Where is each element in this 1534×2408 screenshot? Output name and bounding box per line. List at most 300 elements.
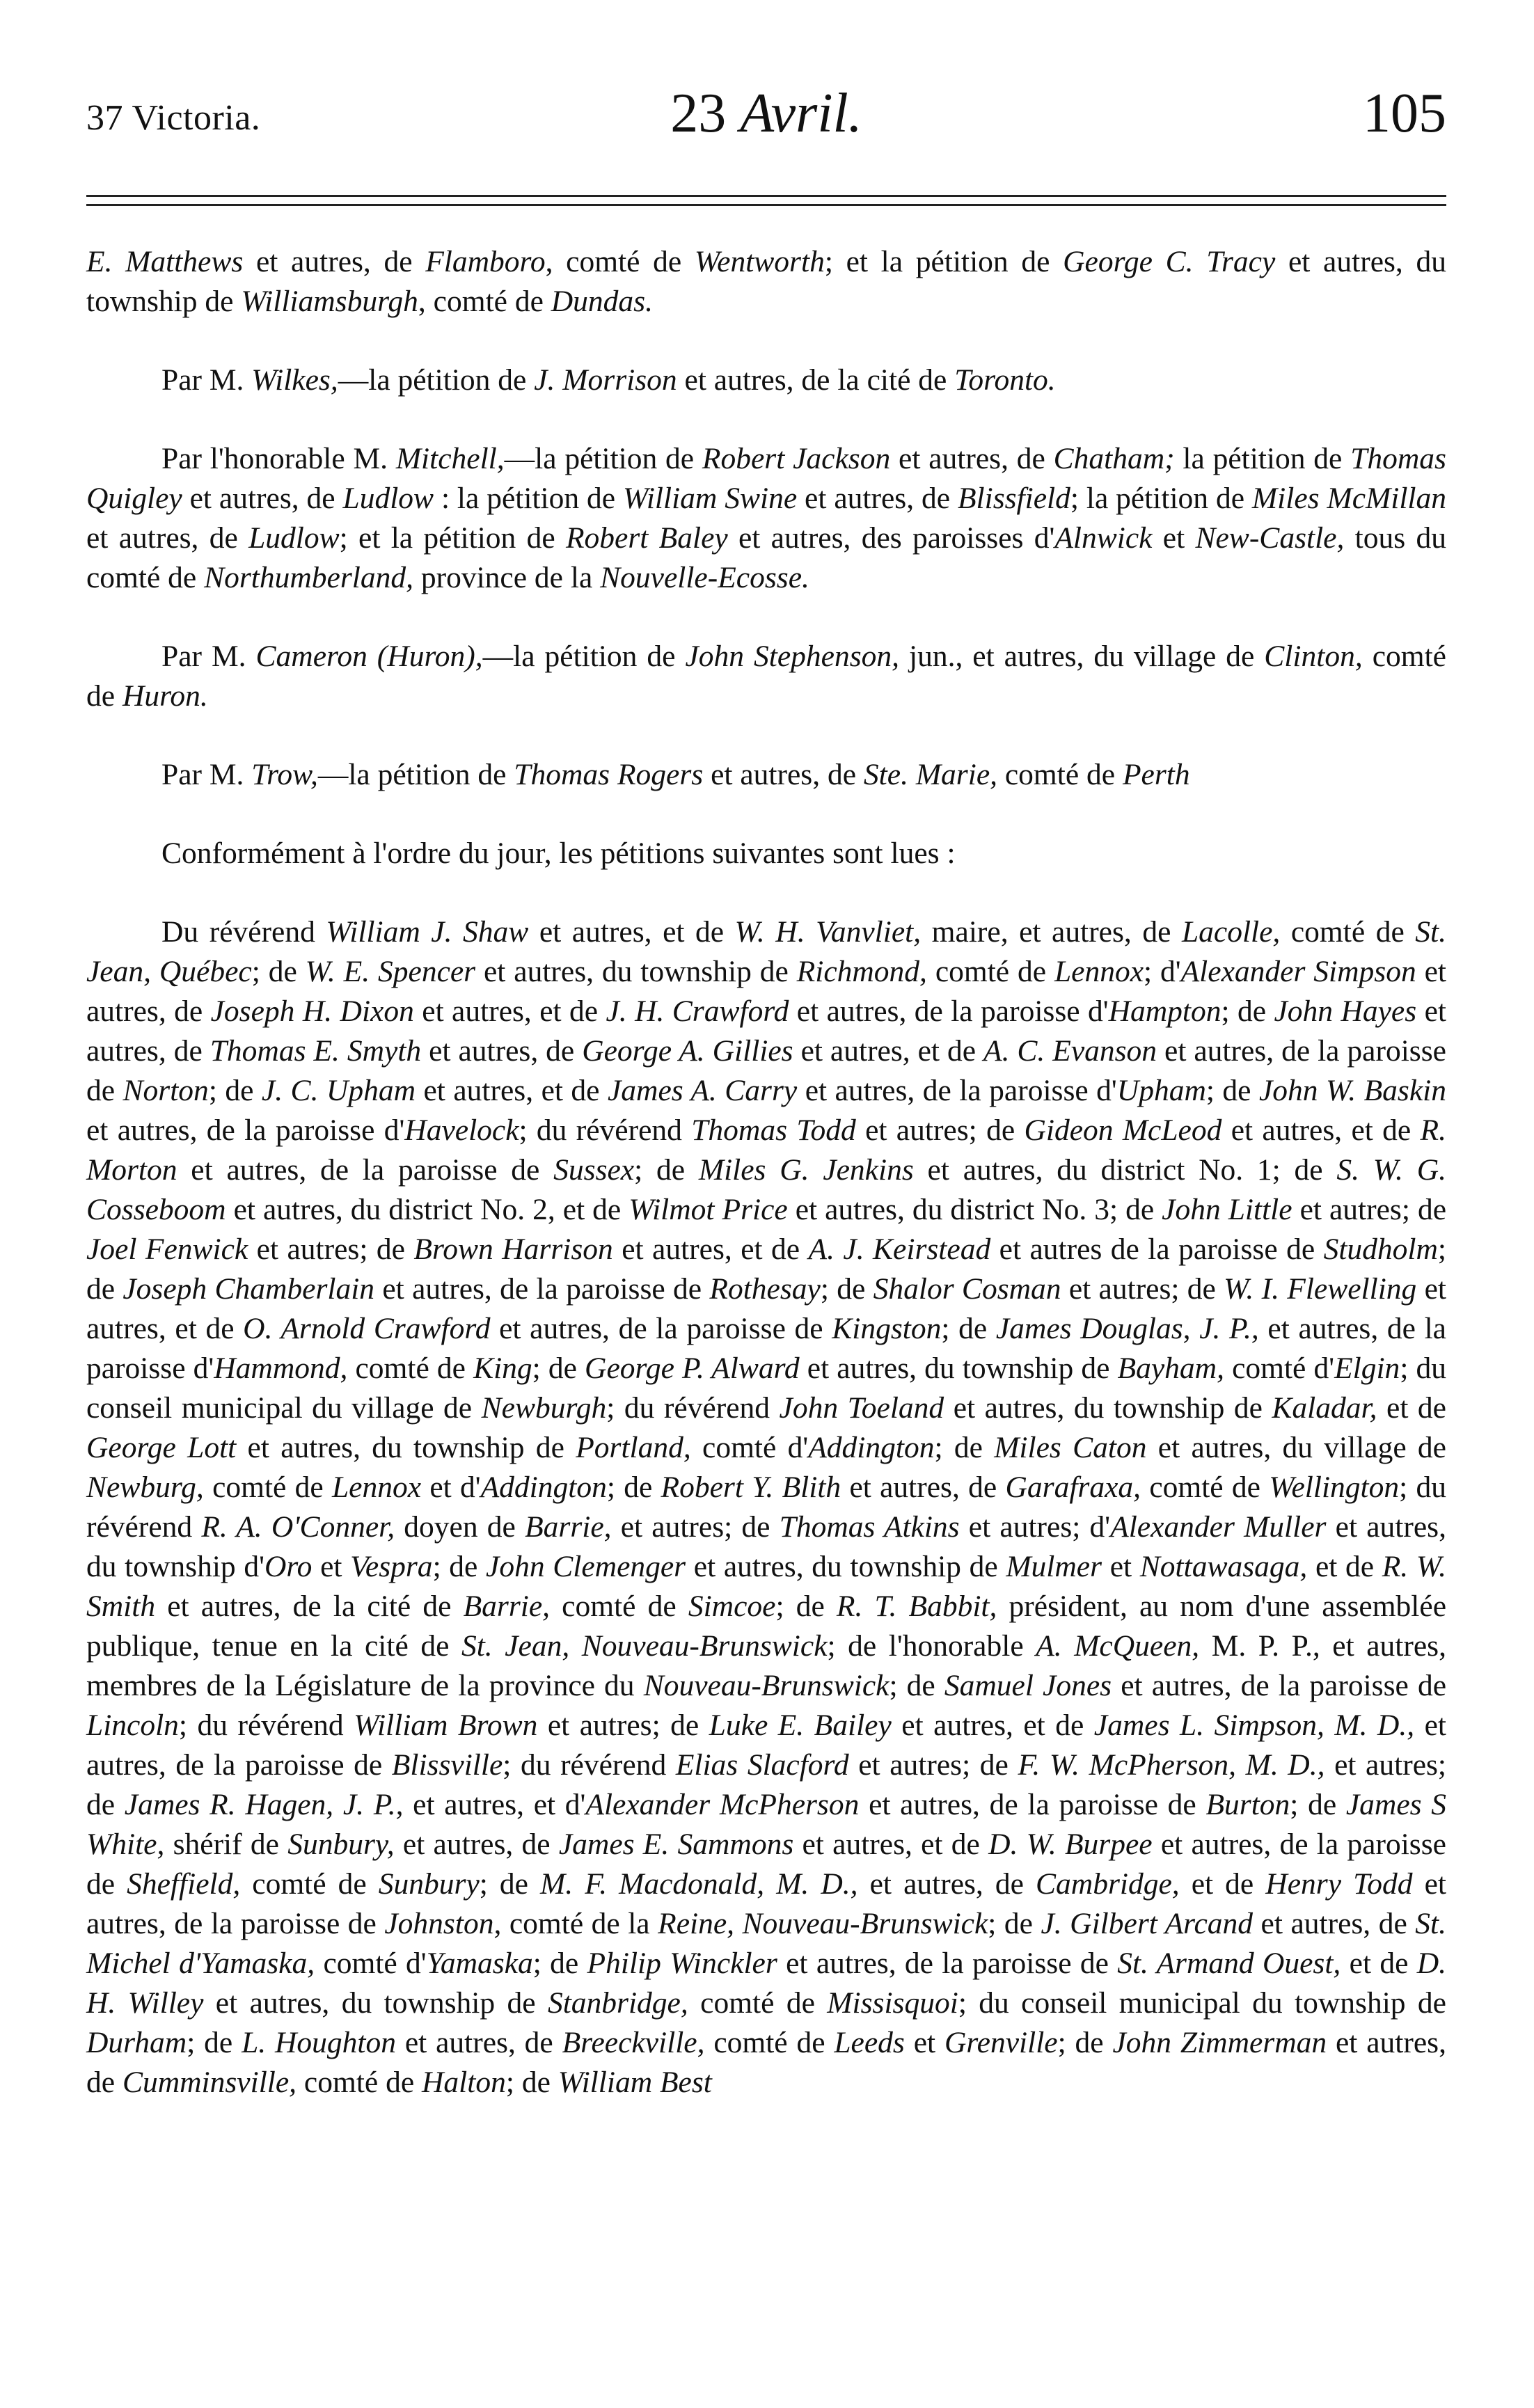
italic-name: Richmond, xyxy=(796,955,927,988)
italic-name: King xyxy=(473,1352,532,1385)
italic-name: Dundas. xyxy=(551,285,653,318)
italic-name: Chatham; xyxy=(1053,442,1175,475)
italic-name: Havelock xyxy=(404,1114,519,1147)
text-run: et autres, de xyxy=(703,758,864,791)
text-run: et d' xyxy=(421,1471,481,1504)
text-run: comté de xyxy=(240,1867,379,1901)
text-run: ; et la pétition de xyxy=(339,521,566,555)
italic-name: Miles McMillan xyxy=(1251,482,1447,515)
italic-name: John Hayes xyxy=(1274,995,1417,1028)
italic-name: J. Gilbert Arcand xyxy=(1041,1907,1254,1940)
text-run: comté de xyxy=(347,1352,474,1385)
italic-name: Thomas E. Smyth xyxy=(209,1034,422,1068)
italic-name: Thomas Atkins xyxy=(779,1510,960,1544)
italic-name: Sunbury, xyxy=(287,1828,395,1861)
italic-name: Cameron (Huron), xyxy=(255,640,483,673)
text-run: et autres, de la paroisse de xyxy=(1112,1669,1446,1702)
italic-name: A. C. Evanson xyxy=(983,1034,1157,1068)
text-run: ; de xyxy=(86,1233,1447,1306)
text-run: comté de xyxy=(550,1590,688,1623)
italic-name: John Stephenson, xyxy=(685,640,899,673)
italic-name: James L. Simpson, M. D., xyxy=(1093,1709,1415,1742)
italic-name: Addington xyxy=(480,1471,607,1504)
text-run: et autres, de la cité de xyxy=(155,1590,464,1623)
text-run: et autres, du district No. 3; de xyxy=(787,1193,1162,1226)
italic-name: Addington xyxy=(808,1431,935,1464)
text-run: ; du révérend xyxy=(86,1471,1446,1544)
text-run: et autres, de la paroisse de xyxy=(86,1867,1446,1940)
italic-name: Alexander Simpson xyxy=(1180,955,1416,988)
text-run: et autres, du township d' xyxy=(86,1510,1446,1583)
italic-name: St. Jean, Nouveau-Brunswick xyxy=(461,1629,828,1663)
italic-name: J. Morrison xyxy=(534,363,677,397)
text-run: et autres, de xyxy=(86,2026,1446,2099)
text-run: et xyxy=(904,2026,944,2059)
italic-name: George A. Gillies xyxy=(582,1034,793,1068)
italic-name: Thomas Rogers xyxy=(514,758,704,791)
text-run: et autres, de la paroisse de xyxy=(374,1272,710,1306)
text-run: ; du révérend xyxy=(503,1748,676,1782)
text-run: Par M. xyxy=(161,758,252,791)
text-run: ; du conseil municipal du township de xyxy=(958,1986,1446,2020)
text-run: et autres, de xyxy=(86,995,1446,1068)
italic-name: Sussex xyxy=(553,1153,635,1187)
text-run: et autres, et de xyxy=(528,915,735,949)
italic-name: Johnston, xyxy=(384,1907,502,1940)
italic-name: Blissfield xyxy=(957,482,1070,515)
text-run: tous du comté de xyxy=(86,521,1446,594)
text-run: ; du révérend xyxy=(606,1391,780,1425)
italic-name: Perth xyxy=(1122,758,1190,791)
italic-name: Simcoe xyxy=(688,1590,776,1623)
italic-name: S. W. G. Cosseboom xyxy=(86,1153,1446,1226)
text-run: et de xyxy=(1179,1867,1266,1901)
italic-name: George Lott xyxy=(86,1431,237,1464)
text-run: comté d' xyxy=(315,1947,427,1980)
italic-name: John W. Baskin xyxy=(1258,1074,1446,1107)
italic-name: A. J. Keirstead xyxy=(808,1233,991,1266)
text-run: ; de xyxy=(532,1352,585,1385)
italic-name: Joseph Chamberlain xyxy=(122,1272,375,1306)
italic-name: Thomas Quigley xyxy=(86,442,1446,515)
text-run: et autres, de la cité de xyxy=(677,363,955,397)
text-run: —la pétition de xyxy=(482,640,686,673)
text-run: et xyxy=(1152,521,1196,555)
italic-name: R. T. Babbit, xyxy=(836,1590,997,1623)
text-run: et autres, du township de xyxy=(686,1550,1006,1583)
italic-name: Yamaska xyxy=(426,1947,533,1980)
text-run: M. P. P., et autres, membres de la Législature de la province du xyxy=(86,1629,1446,1702)
text-run: et autres, de xyxy=(243,245,426,278)
text-run: et autres, du township de xyxy=(203,1986,548,2020)
text-run: et xyxy=(1102,1550,1140,1583)
italic-name: D. H. Willey xyxy=(86,1947,1447,2020)
italic-name: Toronto. xyxy=(954,363,1056,397)
text-run: et autres, du township de xyxy=(799,1352,1118,1385)
italic-name: James R. Hagen, J. P., xyxy=(124,1788,404,1821)
text-run: et autres, de xyxy=(1253,1907,1416,1940)
text-run: et autres; de xyxy=(848,1748,1018,1782)
italic-name: Miles G. Jenkins xyxy=(698,1153,914,1187)
italic-name: Huron. xyxy=(122,679,208,713)
italic-name: New-Castle, xyxy=(1195,521,1345,555)
italic-name: Shalor Cosman xyxy=(873,1272,1061,1306)
italic-name: R. W. Smith xyxy=(86,1550,1446,1623)
italic-name: J. H. Crawford xyxy=(606,995,789,1028)
petition-trow xyxy=(86,755,1446,795)
italic-name: Leeds xyxy=(834,2026,905,2059)
italic-name: Sheffield, xyxy=(127,1867,241,1901)
italic-name: Philip Winckler xyxy=(587,1947,777,1980)
italic-name: A. McQueen, xyxy=(1036,1629,1200,1663)
italic-name: Blissville xyxy=(391,1748,503,1782)
text-run: et xyxy=(312,1550,351,1583)
italic-name: Robert Baley xyxy=(565,521,728,555)
italic-name: Brown Harrison xyxy=(413,1233,613,1266)
text-run: ; de xyxy=(1221,995,1274,1028)
italic-name: Breeckville, xyxy=(562,2026,705,2059)
text-run: comté de xyxy=(688,1986,828,2020)
italic-name: Studholm xyxy=(1323,1233,1438,1266)
text-run: —la pétition de xyxy=(504,442,702,475)
text-run: ; de xyxy=(1290,1788,1346,1821)
text-run: et autres, du village de xyxy=(1146,1431,1446,1464)
text-run: et autres; de xyxy=(86,1748,1447,1821)
text-run: et autres; de xyxy=(537,1709,709,1742)
italic-name: Barrie, xyxy=(525,1510,612,1544)
text-run: et autres, de xyxy=(890,442,1054,475)
italic-name: George C. Tracy xyxy=(1063,245,1276,278)
text-run: et autres, de la paroisse de xyxy=(177,1153,554,1187)
text-run: et autres; d' xyxy=(959,1510,1111,1544)
text-run: et autres de la paroisse de xyxy=(990,1233,1324,1266)
text-run: et autres, et de xyxy=(413,995,606,1028)
text-run: et autres, et de xyxy=(86,1272,1447,1345)
text-run: doyen de xyxy=(395,1510,525,1544)
italic-name: Robert Jackson xyxy=(702,442,891,475)
text-run: et autres, de xyxy=(857,1867,1036,1901)
text-run: et autres; de xyxy=(1292,1193,1447,1226)
italic-name: Portland, xyxy=(576,1431,691,1464)
italic-name: Henry Todd xyxy=(1265,1867,1413,1901)
italic-name: Wentworth xyxy=(694,245,825,278)
italic-name: Miles Caton xyxy=(994,1431,1147,1464)
italic-name: Northumberland, xyxy=(204,561,413,594)
italic-name: Ludlow xyxy=(342,482,434,515)
italic-name: Nouvelle-Ecosse. xyxy=(600,561,809,594)
italic-name: Gideon McLeod xyxy=(1024,1114,1222,1147)
page-number: 105 xyxy=(1363,83,1446,144)
italic-name: Lennox xyxy=(1054,955,1144,988)
text-run: : la pétition de xyxy=(434,482,623,515)
text-run: et autres, de la paroisse d' xyxy=(797,1074,1117,1107)
text-run: shérif de xyxy=(164,1828,288,1861)
italic-name: Reine, Nouveau-Brunswick xyxy=(658,1907,988,1940)
text-run: et autres, de xyxy=(396,2026,562,2059)
date-day: 23 xyxy=(670,83,727,144)
text-run: jun., et autres, du village de xyxy=(899,640,1265,673)
italic-name: Missisquoi xyxy=(827,1986,958,2020)
petition-wilkes xyxy=(86,361,1446,400)
text-run: et autres, de la paroisse de xyxy=(859,1788,1206,1821)
text-run: et autres, de la paroisse de xyxy=(86,1034,1446,1107)
italic-name: St. Jean, Québec xyxy=(86,915,1447,988)
text-run: ; de xyxy=(606,1471,661,1504)
page-date xyxy=(86,82,1446,145)
italic-name: Hammond, xyxy=(214,1352,348,1385)
italic-name: Clinton, xyxy=(1264,640,1363,673)
italic-name: Elias Slacford xyxy=(675,1748,849,1782)
italic-name: R. A. O'Conner, xyxy=(201,1510,395,1544)
italic-name: Bayham, xyxy=(1117,1352,1224,1385)
italic-name: Flamboro xyxy=(425,245,546,278)
italic-name: Alexander Muller xyxy=(1110,1510,1327,1544)
text-run: ; de xyxy=(1205,1074,1259,1107)
text-run: et autres, de xyxy=(797,482,958,515)
text-run: ; de xyxy=(432,1550,487,1583)
text-run: et de xyxy=(1341,1947,1417,1980)
text-run: ; de xyxy=(775,1590,837,1623)
italic-name: O. Arnold Crawford xyxy=(243,1312,491,1345)
text-run: ; de xyxy=(934,1431,995,1464)
text-run: ; de xyxy=(820,1272,873,1306)
italic-name: W. E. Spencer xyxy=(305,955,476,988)
text-run: comté de xyxy=(704,2026,835,2059)
italic-name: Newburgh xyxy=(481,1391,607,1425)
italic-name: James E. Sammons xyxy=(558,1828,794,1861)
text-run: Par l'honorable M. xyxy=(161,442,396,475)
italic-name: Lacolle, xyxy=(1181,915,1281,949)
text-run: Par M. xyxy=(161,640,256,673)
italic-name: Halton xyxy=(422,2066,506,2099)
italic-name: Alnwick xyxy=(1054,521,1153,555)
italic-name: John Zimmerman xyxy=(1112,2026,1327,2059)
text-run: et autres, du township de xyxy=(944,1391,1272,1425)
italic-name: James S White, xyxy=(86,1788,1446,1861)
text-run: comté de la xyxy=(501,1907,658,1940)
text-run: et autres; de xyxy=(855,1114,1025,1147)
italic-name: Cumminsville, xyxy=(122,2066,297,2099)
italic-name: Vespra xyxy=(350,1550,433,1583)
italic-name: John Little xyxy=(1162,1193,1292,1226)
text-run: et autres; de xyxy=(1061,1272,1224,1306)
text-run: et autres, et de xyxy=(416,1074,608,1107)
italic-name: Mulmer xyxy=(1006,1550,1102,1583)
italic-name: Grenville xyxy=(944,2026,1058,2059)
italic-name: J. C. Upham xyxy=(261,1074,416,1107)
header-rule xyxy=(86,195,1446,206)
text-run: ; de xyxy=(479,1867,541,1901)
order-of-day xyxy=(86,834,1446,873)
italic-name: John Toeland xyxy=(779,1391,944,1425)
italic-name: L. Houghton xyxy=(242,2026,396,2059)
italic-name: D. W. Burpee xyxy=(988,1828,1153,1861)
rule-line-top xyxy=(86,195,1446,197)
text-run: et autres, de la paroisse d' xyxy=(86,1114,405,1147)
text-run: et de xyxy=(1377,1391,1446,1425)
italic-name: Ludlow xyxy=(248,521,340,555)
italic-name: Wellington xyxy=(1269,1471,1400,1504)
petitions-read-list xyxy=(86,912,1446,2102)
text-run: et autres, de xyxy=(86,521,249,555)
italic-name: W. H. Vanvliet, xyxy=(734,915,922,949)
text-run: ; d' xyxy=(1144,955,1181,988)
italic-name: Hampton xyxy=(1108,995,1221,1028)
text-run: la pétition de xyxy=(1174,442,1351,475)
italic-name: Joel Fenwick xyxy=(86,1233,248,1266)
italic-name: Ste. Marie, xyxy=(863,758,997,791)
date-month: Avril. xyxy=(740,83,862,144)
italic-name: James A. Carry xyxy=(607,1074,798,1107)
italic-name: William J. Shaw xyxy=(326,915,529,949)
text-run: et autres, du district No. 1; de xyxy=(913,1153,1337,1187)
text-run: ; de l'honorable xyxy=(827,1629,1036,1663)
text-run: et de xyxy=(1307,1550,1382,1583)
italic-name: Lennox xyxy=(331,1471,422,1504)
text-run: comté de xyxy=(86,640,1446,713)
text-run: et autres, de xyxy=(841,1471,1006,1504)
italic-name: Cambridge, xyxy=(1036,1867,1180,1901)
text-run: comté de xyxy=(1280,915,1416,949)
italic-name: Sunbury xyxy=(378,1867,480,1901)
text-run: et autres; de xyxy=(248,1233,414,1266)
text-run: ; de xyxy=(988,1907,1041,1940)
text-run: , comté de xyxy=(418,285,551,318)
text-run: et autres, et de xyxy=(793,1034,983,1068)
text-run: et autres, et d' xyxy=(403,1788,586,1821)
text-run: et autres, de la paroisse de xyxy=(86,1828,1446,1901)
text-run: Conformément à l'ordre du jour, les pétitions suivantes sont lues : xyxy=(161,837,956,870)
italic-name: Garafraxa, xyxy=(1005,1471,1141,1504)
text-run: ; de xyxy=(889,1669,944,1702)
text-run: ; du révérend xyxy=(178,1709,354,1742)
text-run: comté de xyxy=(926,955,1054,988)
italic-name: Burton xyxy=(1205,1788,1290,1821)
italic-name: Robert Y. Blith xyxy=(661,1471,841,1504)
text-run: comté d' xyxy=(1224,1352,1335,1385)
italic-name: Stanbridge, xyxy=(547,1986,688,2020)
italic-name: M. F. Macdonald, M. D., xyxy=(540,1867,858,1901)
italic-name: William Best xyxy=(558,2066,712,2099)
italic-name: Elgin xyxy=(1334,1352,1400,1385)
text-run: et autres, du district No. 2, et de xyxy=(226,1193,629,1226)
italic-name: Lincoln xyxy=(86,1709,179,1742)
text-run: ; de xyxy=(187,2026,242,2059)
italic-name: Mitchell, xyxy=(395,442,505,475)
text-run: —la pétition de xyxy=(338,363,535,397)
italic-name: James Douglas, J. P., xyxy=(995,1312,1259,1345)
italic-name: Rothesay xyxy=(709,1272,821,1306)
text-run: et autres, du township de xyxy=(86,245,1446,318)
petition-mitchell xyxy=(86,439,1446,598)
text-run: et autres, de xyxy=(86,955,1446,1028)
text-run: maire, et autres, de xyxy=(921,915,1182,949)
italic-name: St. Michel d'Yamaska, xyxy=(86,1907,1446,1980)
text-run: et autres; de xyxy=(611,1510,780,1544)
text-run: ; de xyxy=(634,1153,699,1187)
text-run: et autres, de la paroisse d' xyxy=(789,995,1109,1028)
text-run: ; du révérend xyxy=(519,1114,692,1147)
text-run: et autres, de la paroisse de xyxy=(777,1947,1118,1980)
text-run: ; de xyxy=(1057,2026,1113,2059)
text-run: et autres, des paroisses d' xyxy=(727,521,1055,555)
italic-name: George P. Alward xyxy=(585,1352,800,1385)
text-run: et autres, de la paroisse de xyxy=(490,1312,832,1345)
italic-name: Kingston xyxy=(832,1312,942,1345)
text-run: et autres, et de xyxy=(793,1828,989,1861)
text-run: ; de xyxy=(208,1074,262,1107)
text-run: comté d' xyxy=(690,1431,809,1464)
italic-name: Nottawasaga, xyxy=(1139,1550,1308,1583)
italic-name: Nouveau-Brunswick xyxy=(643,1669,889,1702)
italic-name: Wilmot Price xyxy=(628,1193,788,1226)
italic-name: St. Armand Ouest, xyxy=(1117,1947,1341,1980)
text-run: et autres, de xyxy=(182,482,343,515)
text-run: ; la pétition de xyxy=(1070,482,1252,515)
text-run: ; du conseil municipal du village de xyxy=(86,1352,1447,1425)
italic-name: Samuel Jones xyxy=(944,1669,1112,1702)
italic-name: E. Matthews xyxy=(86,245,244,278)
text-run: et autres, de xyxy=(394,1828,559,1861)
text-run: et autres, et de xyxy=(1221,1114,1421,1147)
italic-name: Durham xyxy=(86,2026,187,2059)
text-run: ; de xyxy=(505,2066,558,2099)
italic-name: William Brown xyxy=(354,1709,538,1742)
text-run: et autres, et de xyxy=(891,1709,1094,1742)
petition-cameron xyxy=(86,637,1446,716)
page-body xyxy=(86,242,1446,2102)
italic-name: Barrie, xyxy=(463,1590,551,1623)
text-run: et autres, de xyxy=(421,1034,583,1068)
italic-name: Kaladar, xyxy=(1272,1391,1377,1425)
text-run: Du révérend xyxy=(161,915,326,949)
text-run: comté de xyxy=(296,2066,422,2099)
text-run: ; et la pétition de xyxy=(824,245,1063,278)
text-run: province de la xyxy=(413,561,601,594)
text-run: Par M. xyxy=(161,363,252,397)
running-header xyxy=(86,82,1446,159)
continued-paragraph xyxy=(86,242,1446,322)
italic-name: F. W. McPherson, M. D., xyxy=(1018,1748,1325,1782)
italic-name: William Swine xyxy=(623,482,798,515)
italic-name: John Clemenger xyxy=(486,1550,686,1583)
italic-name: R. Morton xyxy=(86,1114,1446,1187)
text-run: , comté de xyxy=(545,245,695,278)
text-run: ; de xyxy=(251,955,306,988)
rule-line-bottom xyxy=(86,204,1446,206)
text-run: et autres, du township de xyxy=(236,1431,576,1464)
text-run: comté de xyxy=(997,758,1123,791)
text-run: et autres, de la paroisse de xyxy=(86,1709,1446,1782)
italic-name: Norton xyxy=(122,1074,209,1107)
italic-name: Oro xyxy=(264,1550,313,1583)
italic-name: Wilkes, xyxy=(251,363,338,397)
volume-label: 37 Victoria. xyxy=(86,98,261,138)
italic-name: Luke E. Bailey xyxy=(709,1709,892,1742)
italic-name: Alexander McPherson xyxy=(585,1788,860,1821)
text-run: et autres, de la paroisse d' xyxy=(86,1312,1446,1385)
italic-name: Joseph H. Dixon xyxy=(210,995,414,1028)
text-run: —la pétition de xyxy=(317,758,514,791)
text-run: comté de xyxy=(203,1471,332,1504)
italic-name: Upham xyxy=(1116,1074,1206,1107)
text-run: ; de xyxy=(941,1312,996,1345)
italic-name: Thomas Todd xyxy=(691,1114,856,1147)
text-run: et autres, du township de xyxy=(475,955,797,988)
text-run: et autres, et de xyxy=(612,1233,809,1266)
text-run: ; de xyxy=(532,1947,587,1980)
italic-name: W. I. Flewelling xyxy=(1224,1272,1417,1306)
